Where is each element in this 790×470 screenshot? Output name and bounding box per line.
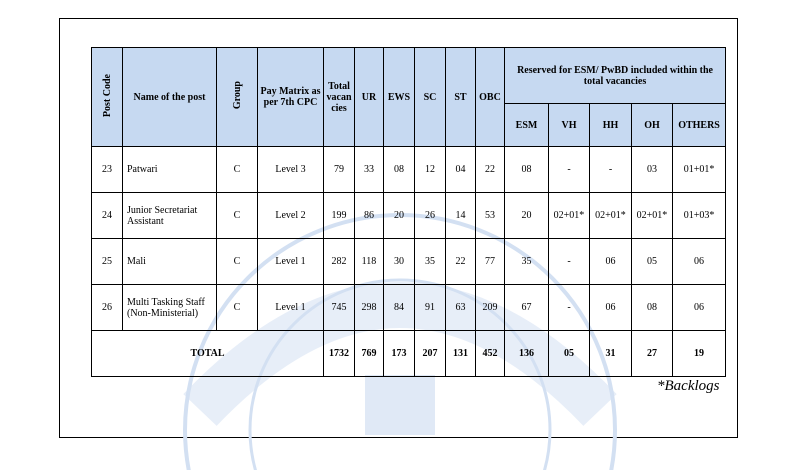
col-ews: EWS	[384, 48, 415, 147]
header-row-1	[92, 48, 726, 104]
col-pay-matrix: Pay Matrix as per 7th CPC	[258, 48, 324, 147]
col-name: Name of the post	[123, 48, 217, 147]
col-hh: HH	[590, 104, 632, 147]
vacancy-table	[91, 47, 726, 377]
col-total: Total vacan cies	[324, 48, 355, 147]
col-group: Group	[217, 48, 258, 147]
table-row: 25 Mali C Level 1 282 118 30 35 22 77 35 - 06 05 06	[92, 239, 726, 285]
col-obc: OBC	[476, 48, 505, 147]
col-post-code: Post Code	[92, 48, 123, 147]
col-oh: OH	[632, 104, 673, 147]
col-reserved: Reserved for ESM/ PwBD included within the total vacancies	[505, 48, 726, 104]
col-ur: UR	[355, 48, 384, 147]
col-vh: VH	[549, 104, 590, 147]
total-label: TOTAL	[92, 331, 324, 377]
col-others: OTHERS	[673, 104, 726, 147]
col-sc: SC	[415, 48, 446, 147]
col-st: ST	[446, 48, 476, 147]
table-row: 26 Multi Tasking Staff (Non-Ministerial) C Level 1 745 298 84 91 63 209 67 - 06 08 06	[92, 285, 726, 331]
table-row: 24 Junior Secretariat Assistant C Level 2 199 86 20 26 14 53 20 02+01* 02+01* 02+01* 01+03*	[92, 193, 726, 239]
backlogs-footnote: *Backlogs	[657, 378, 720, 394]
table-row: 23 Patwari C Level 3 79 33 08 12 04 22 08 - - 03 01+01*	[92, 147, 726, 193]
col-esm: ESM	[505, 104, 549, 147]
total-row: TOTAL 1732 769 173 207 131 452 136 05 31 27 19	[92, 331, 726, 377]
